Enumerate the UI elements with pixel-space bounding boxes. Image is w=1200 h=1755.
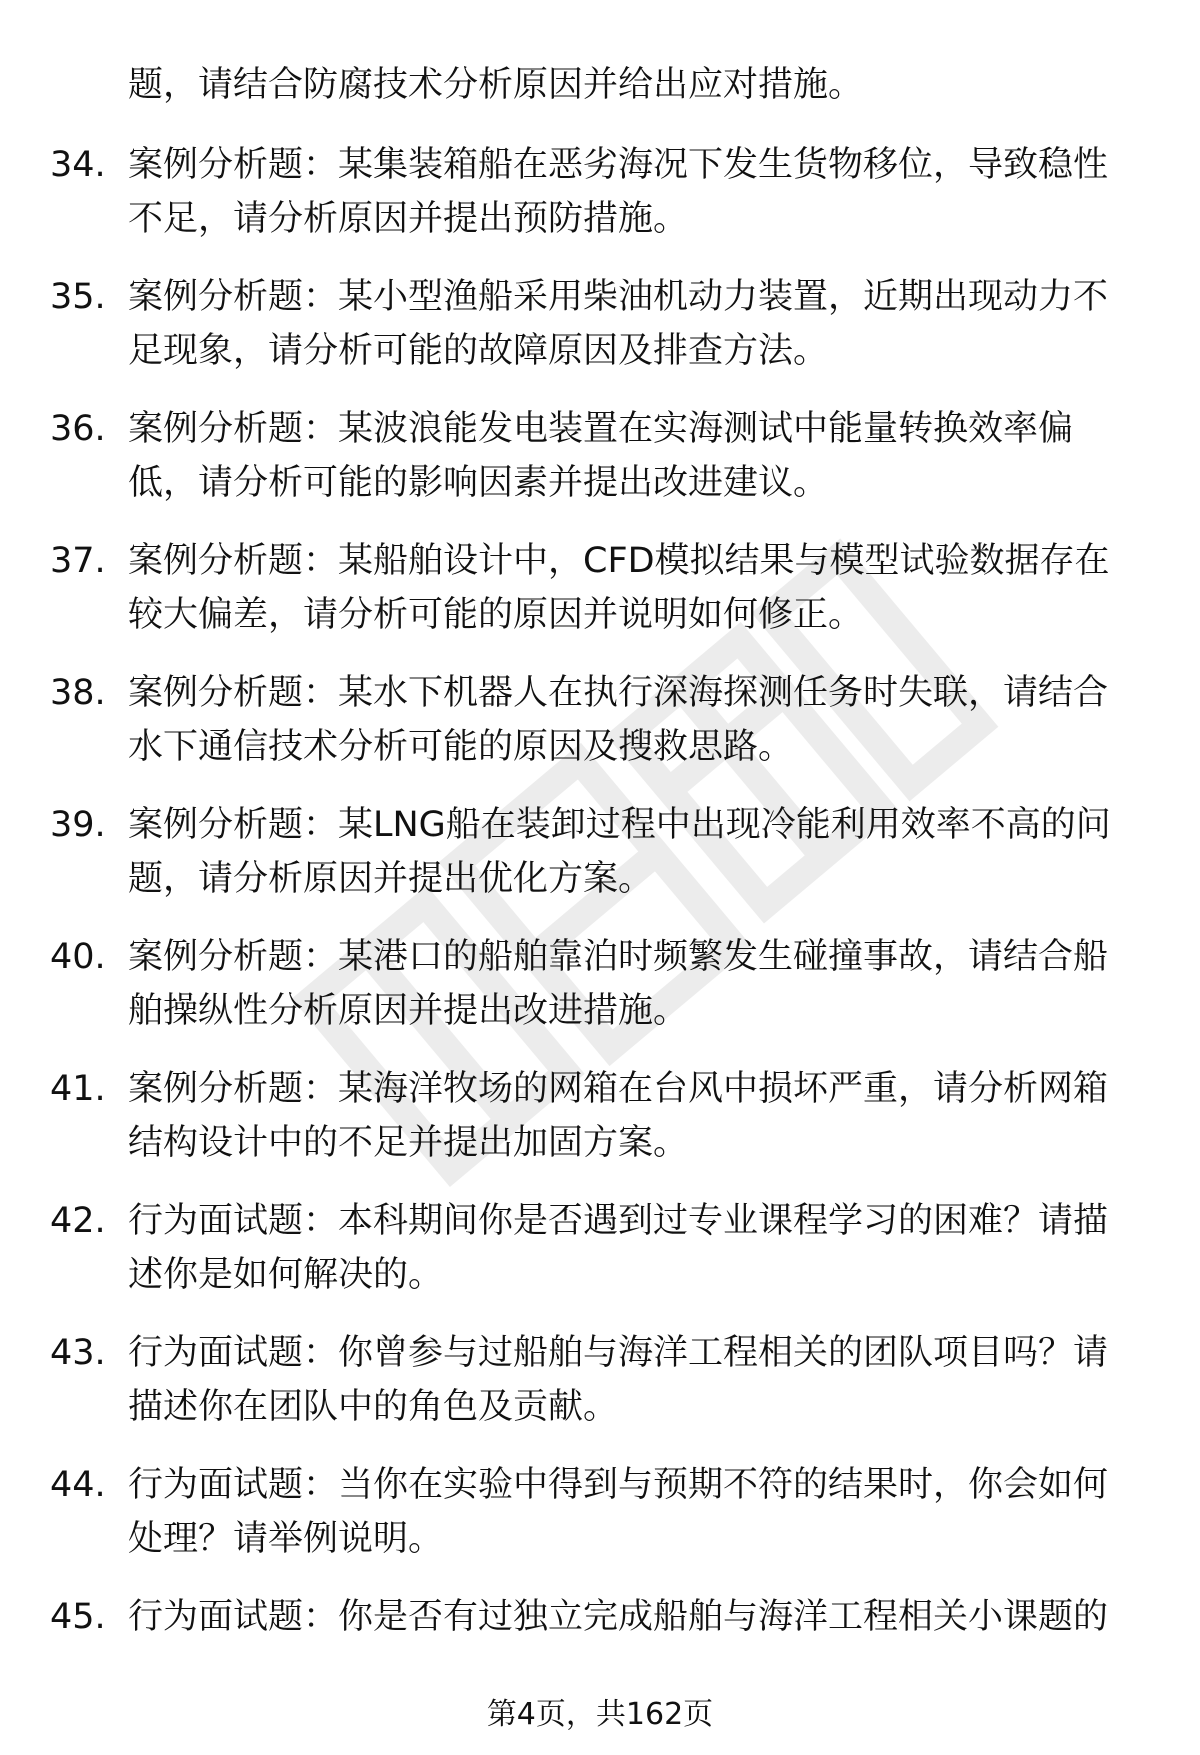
question-text-line-1: 案例分析题：某集装箱船在恶劣海况下发生货物移位，导致稳性: [128, 145, 1109, 185]
question-text-line-2: 低，请分析可能的影响因素并提出改进建议。: [128, 463, 829, 503]
question-number: 40.: [50, 937, 106, 977]
question-text-line-1: 案例分析题：某船舶设计中，CFD模拟结果与模型试验数据存在: [128, 541, 1110, 581]
question-text-line-1: 案例分析题：某小型渔船采用柴油机动力装置，近期出现动力不: [128, 277, 1109, 317]
question-text-line-2: 舶操纵性分析原因并提出改进措施。: [128, 991, 689, 1031]
question-item: [0, 930, 1200, 1062]
question-number: 34.: [50, 145, 106, 185]
question-item: [0, 1326, 1200, 1458]
question-item: [0, 798, 1200, 930]
question-item: [0, 666, 1200, 798]
question-item: [0, 1194, 1200, 1326]
question-text-line-2: 水下通信技术分析可能的原因及搜救思路。: [128, 727, 794, 767]
question-text-line-1: 案例分析题：某LNG船在装卸过程中出现冷能利用效率不高的问: [128, 805, 1111, 845]
question-number: 45.: [50, 1597, 106, 1637]
question-item: [0, 1062, 1200, 1194]
question-list: [0, 138, 1200, 1722]
question-number: 44.: [50, 1465, 106, 1505]
question-item: [0, 1458, 1200, 1590]
continued-question-text: 题，请结合防腐技术分析原因并给出应对措施。: [128, 65, 864, 105]
question-item: [0, 534, 1200, 666]
question-number: 39.: [50, 805, 106, 845]
question-number: 42.: [50, 1201, 106, 1241]
question-text-line-2: 不足，请分析原因并提出预防措施。: [128, 199, 689, 239]
question-number: 43.: [50, 1333, 106, 1373]
question-number: 41.: [50, 1069, 106, 1109]
question-text-line-1: 案例分析题：某水下机器人在执行深海探测任务时失联，请结合: [128, 673, 1109, 713]
question-number: 35.: [50, 277, 106, 317]
question-text-line-2: 题，请分析原因并提出优化方案。: [128, 859, 654, 899]
question-number: 37.: [50, 541, 106, 581]
question-text-line-1: 行为面试题：你是否有过独立完成船舶与海洋工程相关小课题的: [128, 1597, 1109, 1637]
page-footer: 第4页，共162页: [486, 1697, 714, 1732]
question-text-line-1: 案例分析题：某波浪能发电装置在实海测试中能量转换效率偏: [128, 409, 1074, 449]
question-text-line-1: 案例分析题：某港口的船舶靠泊时频繁发生碰撞事故，请结合船: [128, 937, 1109, 977]
question-item: [0, 138, 1200, 270]
question-number: 38.: [50, 673, 106, 713]
question-text-line-1: 行为面试题：你曾参与过船舶与海洋工程相关的团队项目吗？请: [128, 1333, 1109, 1373]
question-item: [0, 270, 1200, 402]
question-text-line-2: 结构设计中的不足并提出加固方案。: [128, 1123, 689, 1163]
question-text-line-2: 述你是如何解决的。: [128, 1255, 444, 1295]
question-item: [0, 402, 1200, 534]
question-text-line-1: 行为面试题：本科期间你是否遇到过专业课程学习的困难？请描: [128, 1201, 1109, 1241]
question-text-line-1: 案例分析题：某海洋牧场的网箱在台风中损坏严重，请分析网箱: [128, 1069, 1109, 1109]
question-text-line-2: 处理？请举例说明。: [128, 1519, 444, 1559]
question-text-line-2: 描述你在团队中的角色及贡献。: [128, 1387, 619, 1427]
question-number: 36.: [50, 409, 106, 449]
question-text-line-2: 足现象，请分析可能的故障原因及排查方法。: [128, 331, 829, 371]
question-text-line-2: 较大偏差，请分析可能的原因并说明如何修正。: [128, 595, 864, 635]
question-text-line-1: 行为面试题：当你在实验中得到与预期不符的结果时，你会如何: [128, 1465, 1109, 1505]
